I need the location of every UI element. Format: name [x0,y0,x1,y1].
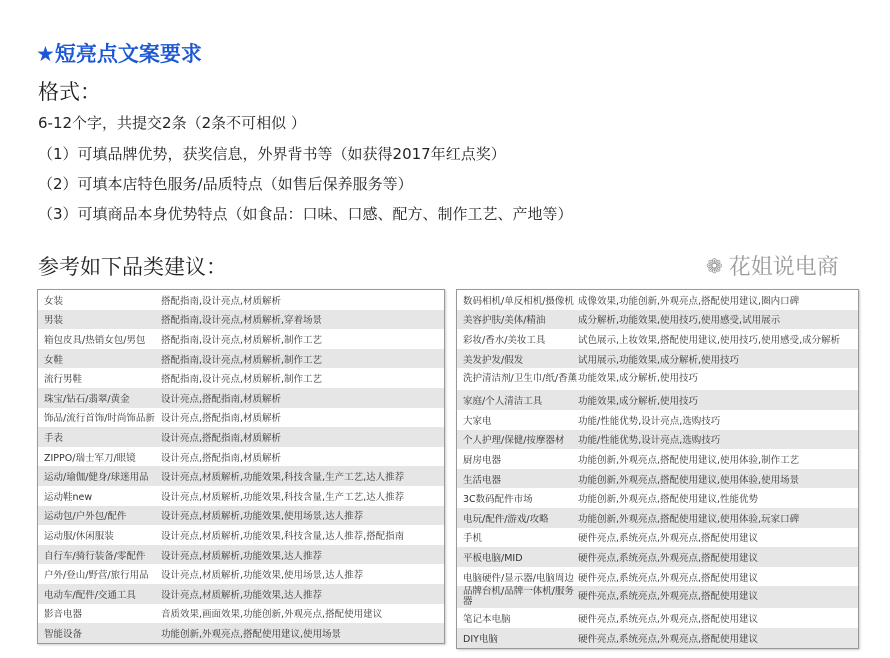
category-name: 运动包/户外包/配件 [44,511,127,523]
category-suggestions: 设计亮点,材质解析,功能效果,科技含量,生产工艺,达人推荐 [161,472,405,484]
table-row [457,410,858,430]
category-name: 厨房电器 [463,454,502,466]
category-name: 女鞋 [44,354,64,366]
table-row [38,545,444,565]
category-name: 笔记本电脑 [463,614,511,626]
table-row [457,488,858,508]
category-name: 电脑硬件/显示器/电脑周边 [463,572,574,584]
format-line: （3）可填商品本身优势特点（如食品：口味、口感、配方、制作工艺、产地等） [38,205,573,223]
category-name: 品牌台机/品牌一体机/服务器 [463,586,574,608]
category-suggestions: 搭配指南,设计亮点,材质解析 [161,295,282,307]
category-suggestions: 功能效果,成分解析,使用技巧 [578,373,699,385]
section-title: ★短亮点文案要求 [36,42,202,66]
table-row [457,329,858,349]
table-row [38,349,444,369]
table-row [457,430,858,450]
category-suggestions: 设计亮点,搭配指南,材质解析 [161,432,282,444]
category-suggestions: 功能创新,外观亮点,搭配使用建议,使用体验,使用场景 [578,474,800,486]
format-heading: 格式： [38,80,101,104]
category-name: 流行男鞋 [44,374,83,386]
table-row [38,525,444,545]
category-suggestions: 功能创新,外观亮点,搭配使用建议,使用场景 [161,628,342,640]
category-name: 生活电器 [463,474,502,486]
category-suggestions: 设计亮点,材质解析,功能效果,科技含量,达人推荐,搭配指南 [161,530,405,542]
table-row [38,604,444,624]
category-name: 户外/登山/野营/旅行用品 [44,570,149,582]
category-name: 女装 [44,295,64,307]
category-suggestions: 设计亮点,搭配指南,材质解析 [161,393,282,405]
category-suggestions: 硬件亮点,系统亮点,外观亮点,搭配使用建议 [578,552,759,564]
table-row [457,608,858,628]
category-name: 彩妆/香水/美妆工具 [463,334,546,346]
category-name: 智能设备 [44,628,83,640]
category-name: 自行车/骑行装备/零配件 [44,550,146,562]
category-name: 美容护肤/美体/精油 [463,315,546,327]
format-line: （2）可填本店特色服务/品质特点（如售后保养服务等） [38,175,413,193]
category-suggestions: 成像效果,功能创新,外观亮点,搭配使用建议,圈内口碑 [578,295,800,307]
table-row [457,290,858,310]
table-row [457,469,858,489]
table-row [38,427,444,447]
category-name: 影音电器 [44,609,83,621]
table-row [38,623,444,643]
table-row [457,449,858,469]
category-name: 数码相机/单反相机/摄像机 [463,295,574,307]
table-row [38,584,444,604]
category-name: 电玩/配件/游戏/攻略 [463,513,549,525]
category-name: 珠宝/钻石/翡翠/黄金 [44,393,130,405]
category-suggestions: 功能效果,成分解析,使用技巧 [578,396,699,408]
category-suggestions: 试用展示,功能效果,成分解析,使用技巧 [578,354,740,366]
category-name: ZIPPO/瑞士军刀/眼镜 [44,452,136,464]
reference-heading: 参考如下品类建议： [38,255,227,279]
table-row [457,508,858,528]
category-suggestions: 硬件亮点,系统亮点,外观亮点,搭配使用建议 [578,591,759,603]
category-suggestions: 设计亮点,材质解析,功能效果,使用场景,达人推荐 [161,511,364,523]
category-name: 洗护清洁剂/卫生巾/纸/香薰 [463,373,578,385]
category-suggestions: 设计亮点,材质解析,功能效果,达人推荐 [161,550,323,562]
category-suggestions: 搭配指南,设计亮点,材质解析,穿着场景 [161,315,323,327]
category-suggestions: 搭配指南,设计亮点,材质解析,制作工艺 [161,354,323,366]
category-suggestions: 设计亮点,材质解析,功能效果,科技含量,生产工艺,达人推荐 [161,491,405,503]
category-suggestions: 搭配指南,设计亮点,材质解析,制作工艺 [161,334,323,346]
category-name: 平板电脑/MID [463,552,523,564]
category-name: 手表 [44,432,64,444]
category-name: 箱包皮具/热销女包/男包 [44,334,146,346]
table-row [38,368,444,388]
category-suggestions: 功能/性能优势,设计亮点,选购技巧 [578,435,721,447]
category-name: 饰品/流行首饰/时尚饰品新 [44,413,155,425]
category-table-left [37,289,445,644]
category-suggestions: 设计亮点,材质解析,功能效果,达人推荐 [161,589,323,601]
watermark-text: 花姐说电商 [728,255,839,280]
category-name: 大家电 [463,415,492,427]
table-row [457,628,858,648]
category-suggestions: 硬件亮点,系统亮点,外观亮点,搭配使用建议 [578,533,759,545]
category-name: 男装 [44,315,64,327]
category-suggestions: 功能创新,外观亮点,搭配使用建议,性能优势 [578,494,759,506]
category-suggestions: 硬件亮点,系统亮点,外观亮点,搭配使用建议 [578,572,759,584]
category-suggestions: 试色展示,上妆效果,搭配使用建议,使用技巧,使用感受,成分解析 [578,334,841,346]
table-row [457,567,858,587]
category-suggestions: 硬件亮点,系统亮点,外观亮点,搭配使用建议 [578,633,759,645]
table-row [457,547,858,567]
watermark [706,250,839,281]
category-table-right [456,289,859,649]
table-row [457,349,858,369]
category-name: 家庭/个人清洁工具 [463,396,543,408]
category-suggestions: 设计亮点,搭配指南,材质解析 [161,452,282,464]
category-name: DIY电脑 [463,633,498,645]
table-row [38,466,444,486]
table-row [457,368,858,390]
table-row [38,310,444,330]
category-name: 运动鞋new [44,491,93,503]
table-row [38,388,444,408]
category-name: 手机 [463,533,483,545]
category-name: 运动/瑜伽/健身/球迷用品 [44,472,149,484]
category-name: 3C数码配件市场 [463,494,533,506]
format-line: （1）可填品牌优势，获奖信息，外界背书等（如获得2017年红点奖） [38,145,506,163]
table-row [38,290,444,310]
category-name: 电动车/配件/交通工具 [44,589,136,601]
table-row [38,329,444,349]
table-row [38,447,444,467]
table-row [38,408,444,428]
table-row [38,564,444,584]
table-row [457,528,858,548]
wechat-icon: ❁ [706,253,723,278]
category-name: 运动服/休闲服装 [44,530,114,542]
table-row [457,390,858,410]
table-row [38,486,444,506]
table-row [457,310,858,330]
category-suggestions: 音质效果,画面效果,功能创新,外观亮点,搭配使用建议 [161,609,383,621]
category-suggestions: 成分解析,功能效果,使用技巧,使用感受,试用展示 [578,315,781,327]
category-suggestions: 功能/性能优势,设计亮点,选购技巧 [578,415,721,427]
category-suggestions: 搭配指南,设计亮点,材质解析,制作工艺 [161,374,323,386]
category-name: 美发护发/假发 [463,354,524,366]
table-row [38,506,444,526]
category-suggestions: 设计亮点,搭配指南,材质解析 [161,413,282,425]
category-suggestions: 设计亮点,材质解析,功能效果,使用场景,达人推荐 [161,570,364,582]
format-line: 6-12个字，共提交2条（2条不可相似 ） [38,114,306,132]
table-row [457,586,858,608]
category-suggestions: 功能创新,外观亮点,搭配使用建议,使用体验,玩家口碑 [578,513,800,525]
category-suggestions: 功能创新,外观亮点,搭配使用建议,使用体验,制作工艺 [578,454,800,466]
category-name: 个人护理/保健/按摩器材 [463,435,565,447]
category-suggestions: 硬件亮点,系统亮点,外观亮点,搭配使用建议 [578,614,759,626]
